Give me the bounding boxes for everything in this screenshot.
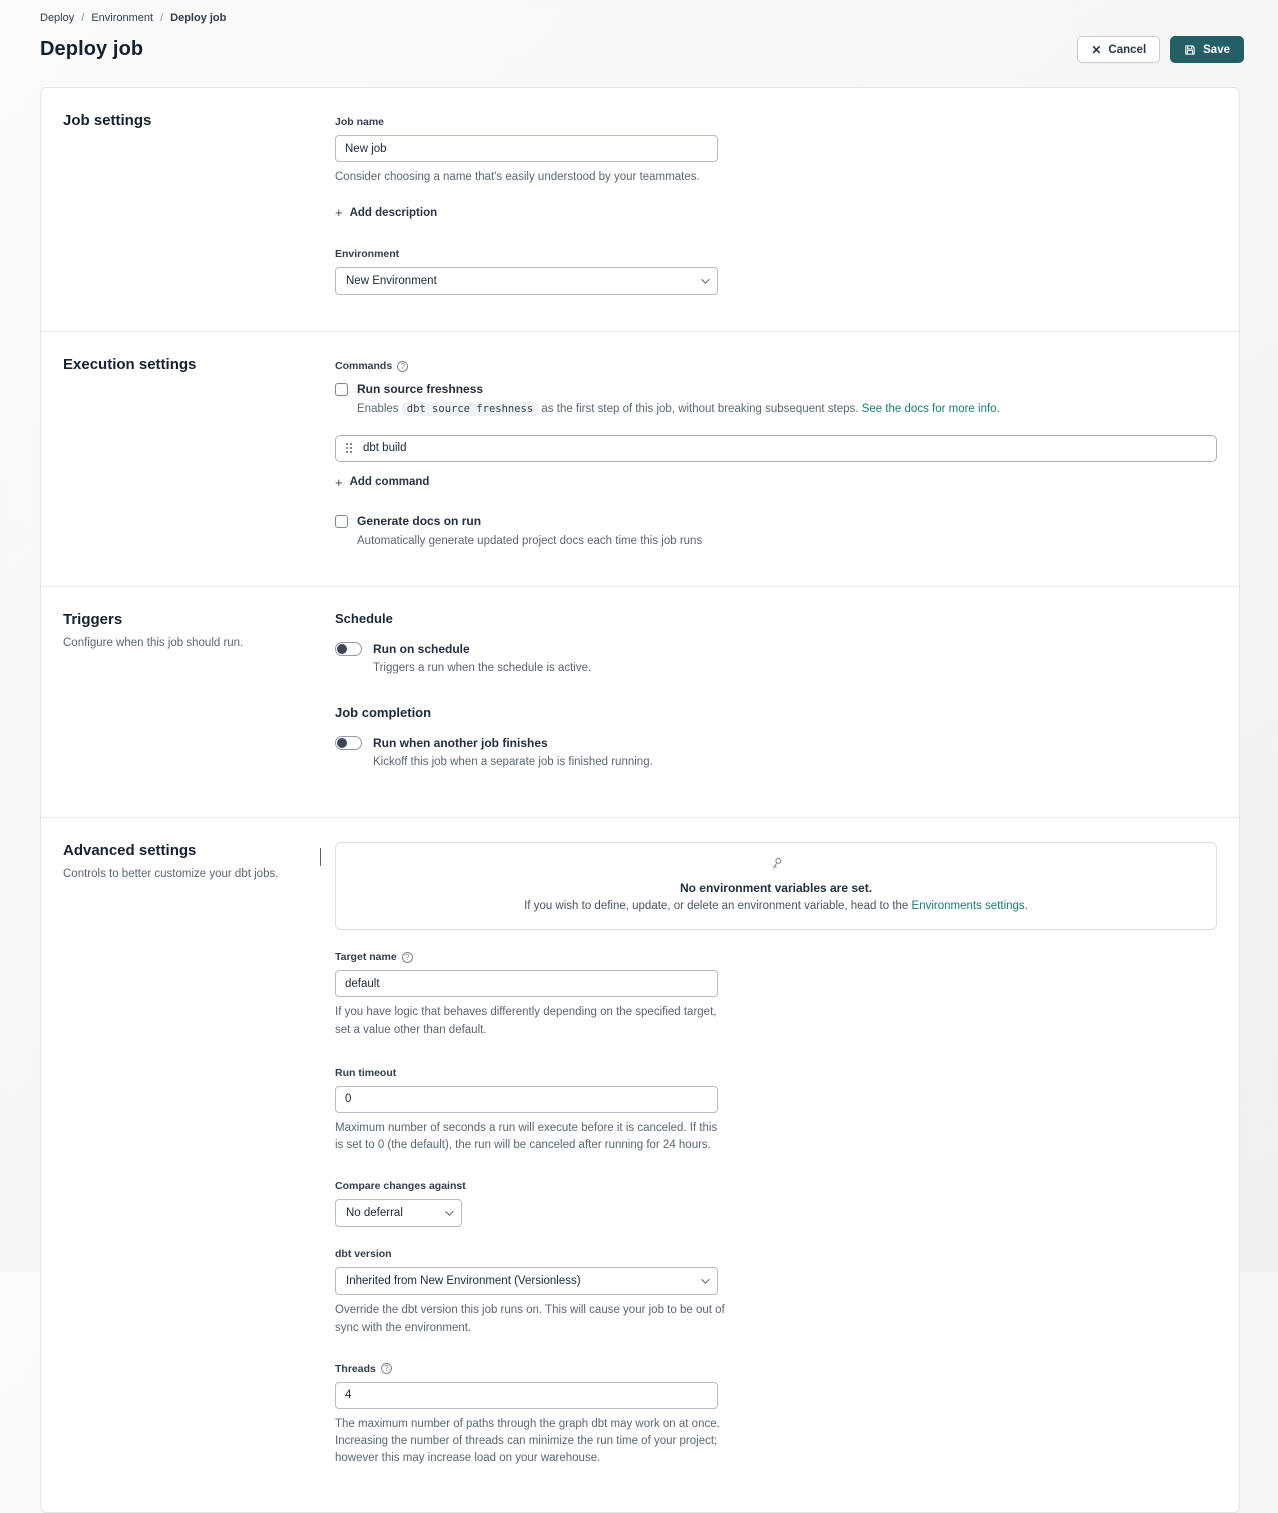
- commands-label: [335, 360, 408, 372]
- plus-icon: +: [335, 474, 343, 490]
- env-vars-text-prefix: If you wish to define, update, or delete an environment variable, head to the: [524, 900, 909, 913]
- target-name-help: If you have logic that behaves differently depending on the specified target, set a value other than default.: [335, 1006, 717, 1036]
- threads-label: [335, 1363, 392, 1375]
- dbt-version-select[interactable]: [335, 1267, 718, 1295]
- save-icon: [1184, 44, 1196, 56]
- dbt-version-field: [335, 1244, 1217, 1337]
- compare-changes-value: No deferral: [346, 1207, 403, 1220]
- run-source-freshness-label[interactable]: Run source freshness: [357, 382, 484, 397]
- run-on-schedule-label[interactable]: Run on schedule: [373, 641, 470, 656]
- dbt-version-label: dbt version: [335, 1248, 392, 1261]
- run-source-freshness-help: [357, 401, 1217, 418]
- job-name-label: Job name: [335, 116, 385, 128]
- command-row[interactable]: [335, 435, 1217, 462]
- breadcrumb-deploy-job: Deploy job: [170, 12, 227, 24]
- help-suffix: as the first step of this job, without breaking subsequent steps.: [541, 403, 859, 416]
- job-name-help: Consider choosing a name that's easily understood by your teammates.: [335, 171, 700, 183]
- collapse-section-button[interactable]: [320, 848, 321, 866]
- generate-docs-checkbox[interactable]: [335, 515, 348, 528]
- section-job-settings: [41, 88, 1239, 331]
- key-icon: [769, 858, 784, 875]
- env-vars-title: No environment variables are set.: [679, 881, 873, 896]
- env-vars-text-suffix: .: [1024, 900, 1028, 913]
- breadcrumb-deploy[interactable]: Deploy: [40, 12, 75, 24]
- job-name-input[interactable]: [335, 135, 718, 162]
- cancel-button[interactable]: [1077, 36, 1160, 63]
- chevron-down-icon: [445, 1208, 453, 1216]
- section-execution-settings: [41, 331, 1239, 586]
- target-name-label-text: Target name: [335, 951, 397, 964]
- top-bar: [0, 0, 1278, 24]
- command-value[interactable]: dbt build: [363, 442, 407, 454]
- chevron-down-icon: [320, 848, 321, 866]
- environments-settings-link[interactable]: Environments settings: [911, 900, 1025, 913]
- job-form-card: [40, 87, 1240, 1513]
- environment-variables-panel: [335, 842, 1217, 930]
- compare-changes-field: [335, 1176, 1217, 1227]
- environment-select-value: New Environment: [346, 275, 437, 288]
- drag-handle-icon[interactable]: [346, 443, 353, 454]
- environment-label: Environment: [335, 248, 400, 261]
- save-button-label: Save: [1203, 43, 1230, 56]
- toggle-knob: [337, 644, 347, 654]
- help-icon[interactable]: ?: [397, 361, 408, 372]
- run-when-job-finishes-toggle[interactable]: [335, 736, 362, 750]
- advanced-settings-heading: Advanced settings: [63, 842, 197, 860]
- advanced-settings-subheading: Controls to better customize your dbt jobs.: [63, 868, 279, 881]
- commands-label-text: Commands: [335, 360, 393, 373]
- add-command-label: Add command: [349, 476, 430, 488]
- generate-docs-row: [335, 514, 1217, 528]
- run-source-freshness-checkbox[interactable]: [335, 383, 348, 396]
- chevron-down-icon: [701, 1276, 709, 1284]
- threads-input[interactable]: [335, 1382, 718, 1409]
- docs-link[interactable]: See the docs for more info.: [861, 403, 1000, 416]
- breadcrumb-separator: /: [81, 12, 85, 24]
- compare-changes-label: Compare changes against: [335, 1180, 466, 1193]
- run-timeout-label: Run timeout: [335, 1066, 397, 1079]
- schedule-heading: Schedule: [335, 610, 393, 626]
- plus-icon: +: [335, 205, 343, 221]
- cancel-button-label: Cancel: [1108, 43, 1147, 56]
- job-completion-heading: Job completion: [335, 705, 432, 720]
- generate-docs-help: Automatically generate updated project docs each time this job runs: [357, 534, 703, 547]
- section-advanced-settings: [41, 817, 1239, 1511]
- save-button[interactable]: [1170, 36, 1244, 63]
- run-on-schedule-row: [335, 642, 1217, 656]
- toggle-knob: [337, 738, 347, 748]
- help-icon[interactable]: ?: [381, 1363, 392, 1374]
- page-title: Deploy job: [40, 38, 144, 60]
- threads-field: [335, 1359, 1217, 1468]
- chevron-down-icon: [701, 276, 709, 284]
- dbt-version-value: Inherited from New Environment (Versionless): [346, 1275, 581, 1288]
- run-timeout-help: Maximum number of seconds a run will execute before it is canceled. If this is set to 0 (the default), the run will be canceled after running for 24 hours.: [335, 1121, 718, 1151]
- run-when-job-finishes-help: Kickoff this job when a separate job is finished running.: [373, 756, 653, 768]
- env-vars-text: [356, 900, 1196, 912]
- run-on-schedule-toggle[interactable]: [335, 642, 362, 656]
- run-when-job-finishes-row: [335, 736, 1217, 750]
- code-chip: dbt source freshness: [402, 402, 538, 416]
- threads-help: The maximum number of paths through the graph dbt may work on at once. Increasing the number of threads can minimize the run time of your project; however this may increase load on your warehouse.: [335, 1417, 720, 1465]
- help-icon[interactable]: ?: [402, 952, 413, 963]
- run-timeout-input[interactable]: [335, 1086, 718, 1113]
- breadcrumb-separator: /: [160, 12, 164, 24]
- breadcrumb-environment[interactable]: Environment: [91, 12, 154, 24]
- run-when-job-finishes-label[interactable]: Run when another job finishes: [373, 736, 548, 750]
- run-on-schedule-help: Triggers a run when the schedule is active.: [373, 661, 592, 674]
- run-timeout-field: [335, 1063, 1217, 1155]
- target-name-input[interactable]: [335, 970, 718, 997]
- target-name-field: [335, 947, 1217, 1039]
- environment-select[interactable]: [335, 267, 718, 295]
- section-triggers: [41, 586, 1239, 818]
- breadcrumb: [40, 12, 1238, 24]
- triggers-subheading: Configure when this job should run.: [63, 636, 244, 649]
- add-command-button[interactable]: [335, 475, 429, 490]
- triggers-heading: Triggers: [63, 610, 123, 628]
- add-description-button[interactable]: [335, 205, 437, 220]
- job-settings-heading: Job settings: [63, 112, 152, 129]
- dbt-version-help: Override the dbt version this job runs on. This will cause your job to be out of sync with the environment.: [335, 1304, 725, 1334]
- run-source-freshness-row: [335, 382, 1217, 396]
- close-icon: ✕: [1091, 42, 1102, 57]
- header-actions: [1077, 36, 1244, 63]
- execution-settings-heading: Execution settings: [63, 356, 197, 374]
- title-row: [0, 24, 1278, 63]
- threads-label-text: Threads: [335, 1362, 376, 1375]
- add-description-label: Add description: [349, 206, 438, 219]
- generate-docs-label[interactable]: Generate docs on run: [357, 513, 482, 528]
- target-name-label: [335, 951, 413, 963]
- compare-changes-select[interactable]: [335, 1199, 462, 1227]
- help-prefix: Enables: [357, 403, 399, 416]
